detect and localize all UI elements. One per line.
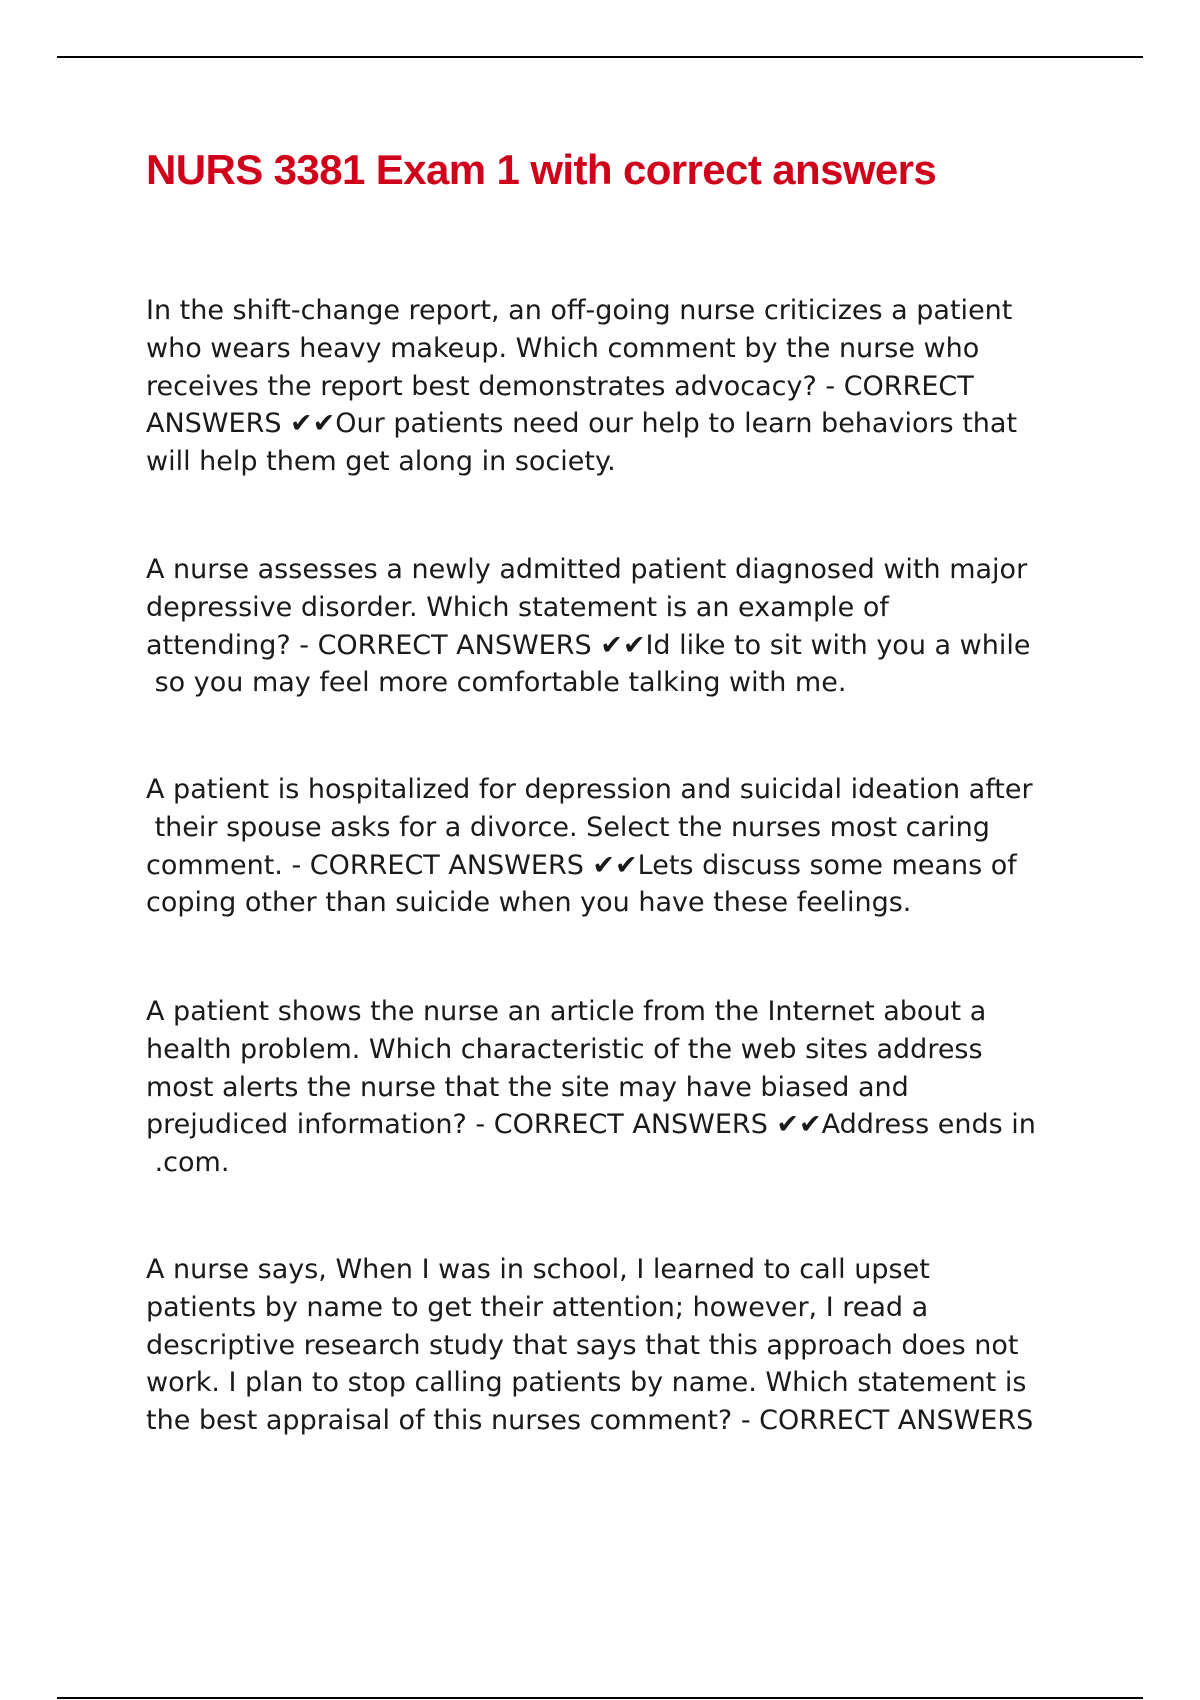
text-line: .com. [146, 1147, 230, 1179]
text-line: A patient shows the nurse an article from the Internet about a [146, 996, 987, 1027]
document-title: NURS 3381 Exam 1 with correct answers [146, 146, 937, 193]
text-line: comment. - CORRECT ANSWERS ✔✔Lets discuss some means of [146, 849, 1017, 881]
text-line: descriptive research study that says that this approach does not [146, 1329, 1019, 1361]
question-answer-3 [146, 771, 1033, 922]
question-answer-2 [146, 551, 1030, 702]
text-line: most alerts the nurse that the site may have biased and [146, 1071, 909, 1103]
question-answer-4 [146, 993, 1036, 1182]
question-answer-5 [146, 1251, 1033, 1440]
text-line: so you may feel more comfortable talking with me. [146, 667, 847, 699]
text-line: attending? - CORRECT ANSWERS ✔✔Id like to sit with you a while [146, 629, 1031, 661]
header-rule [57, 56, 1143, 58]
text-line: patients by name to get their attention; however, I read a [146, 1291, 929, 1323]
text-line: depressive disorder. Which statement is an example of [146, 591, 889, 623]
text-line: receives the report best demonstrates advocacy? - CORRECT [146, 370, 974, 402]
question-answer-1 [146, 292, 1017, 481]
text-line: ANSWERS ✔✔Our patients need our help to learn behaviors that [146, 408, 1018, 440]
text-line: who wears heavy makeup. Which comment by the nurse who [146, 332, 980, 364]
text-line: health problem. Which characteristic of the web sites address [146, 1033, 983, 1065]
text-line: prejudiced information? - CORRECT ANSWERS ✔✔Address ends in [146, 1109, 1036, 1141]
text-line: coping other than suicide when you have these feelings. [146, 887, 912, 919]
text-line: will help them get along in society. [146, 446, 616, 478]
text-line: work. I plan to stop calling patients by name. Which statement is [146, 1367, 1027, 1399]
text-line: A nurse says, When I was in school, I learned to call upset [146, 1254, 930, 1285]
text-line: In the shift-change report, an off-going nurse criticizes a patient [146, 295, 1013, 326]
text-line: the best appraisal of this nurses comment? - CORRECT ANSWERS [146, 1405, 1034, 1437]
footer-rule [57, 1697, 1143, 1699]
text-line: A nurse assesses a newly admitted patient diagnosed with major [146, 554, 1028, 585]
text-line: A patient is hospitalized for depression and suicidal ideation after [146, 774, 1033, 805]
text-line: their spouse asks for a divorce. Select the nurses most caring [146, 811, 990, 843]
